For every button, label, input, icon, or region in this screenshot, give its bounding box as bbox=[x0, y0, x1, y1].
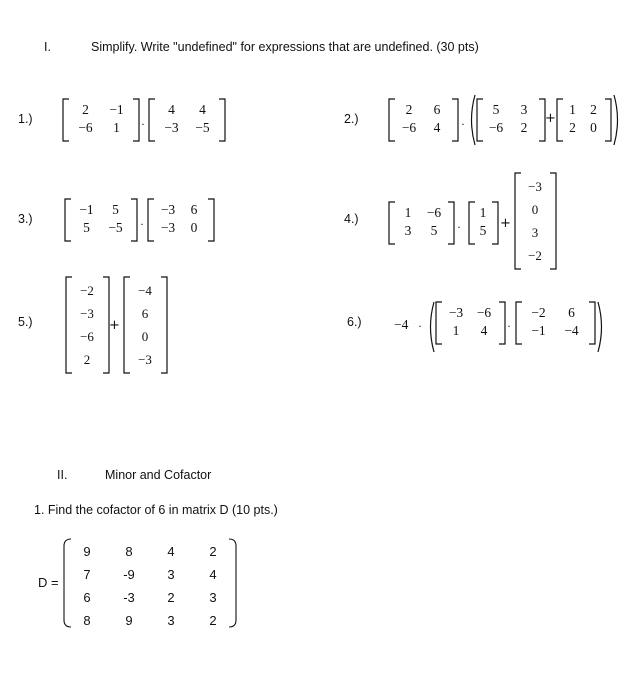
p6-matrix-b: −2 6 −1 −4 bbox=[531, 305, 579, 338]
p3-dot-operator: · bbox=[140, 217, 144, 231]
p6-dot-operator: · bbox=[507, 319, 511, 333]
matrix-d-right-paren bbox=[228, 538, 238, 628]
p4-b-left-bracket bbox=[468, 201, 476, 245]
p6-right-paren bbox=[596, 301, 606, 353]
p6-a-left-bracket bbox=[435, 301, 443, 345]
p2-c-left-bracket bbox=[556, 98, 564, 142]
p6-scalar-dot: · bbox=[418, 319, 422, 333]
p2-matrix-c: 1 2 2 0 bbox=[569, 102, 597, 135]
p3-b-right-bracket bbox=[207, 198, 215, 242]
problem-3-label: 3.) bbox=[18, 212, 33, 226]
section-two-numeral: II. bbox=[57, 468, 68, 482]
section-two-title: Minor and Cofactor bbox=[105, 468, 212, 482]
p6-scalar: −4 bbox=[394, 317, 409, 332]
p1-matrix-a: 2 −1 −6 1 bbox=[78, 102, 124, 135]
p1-dot-operator: · bbox=[141, 117, 145, 131]
p5-matrix-b: −4 6 0 −3 bbox=[138, 283, 152, 367]
p4-c-right-bracket bbox=[549, 172, 557, 270]
p1-b-right-bracket bbox=[218, 98, 226, 142]
problem-2-label: 2.) bbox=[344, 112, 359, 126]
problem-6-label: 6.) bbox=[347, 315, 362, 329]
p4-a-right-bracket bbox=[447, 201, 455, 245]
p4-c-left-bracket bbox=[514, 172, 522, 270]
p4-matrix-a: 1 −6 3 5 bbox=[404, 205, 442, 238]
p5-matrix-a: −2 −3 −6 2 bbox=[80, 283, 94, 367]
p3-b-left-bracket bbox=[147, 198, 155, 242]
p1-b-left-bracket bbox=[148, 98, 156, 142]
p2-matrix-b: 5 3 −6 2 bbox=[488, 102, 528, 135]
p1-a-left-bracket bbox=[62, 98, 70, 142]
section-one-numeral: I. bbox=[44, 40, 51, 54]
p6-matrix-a: −3 −6 1 4 bbox=[448, 305, 492, 338]
p4-matrix-c: −3 0 3 −2 bbox=[528, 179, 542, 263]
p6-b-right-bracket bbox=[588, 301, 596, 345]
p3-a-left-bracket bbox=[64, 198, 72, 242]
section-one-instructions: Simplify. Write "undefined" for expressions that are undefined. (30 pts) bbox=[91, 40, 479, 54]
p2-c-right-bracket bbox=[604, 98, 612, 142]
p6-a-right-bracket bbox=[498, 301, 506, 345]
p3-matrix-b: −3 6 −3 0 bbox=[160, 202, 198, 235]
p3-a-right-bracket bbox=[130, 198, 138, 242]
p5-b-left-bracket bbox=[123, 276, 131, 374]
problem-5-label: 5.) bbox=[18, 315, 33, 329]
matrix-d-label: D = bbox=[38, 575, 59, 590]
cofactor-question: 1. Find the cofactor of 6 in matrix D (10 pts.) bbox=[34, 503, 278, 517]
matrix-d: 9 8 4 2 7 -9 3 4 6 -3 2 3 8 9 3 2 bbox=[83, 544, 217, 628]
p2-a-right-bracket bbox=[451, 98, 459, 142]
p2-right-paren bbox=[612, 94, 622, 146]
p2-dot-operator: · bbox=[461, 117, 465, 131]
p5-plus-operator: + bbox=[109, 318, 120, 333]
problem-4-label: 4.) bbox=[344, 212, 359, 226]
p2-b-left-bracket bbox=[476, 98, 484, 142]
p4-b-right-bracket bbox=[491, 201, 499, 245]
problem-1-label: 1.) bbox=[18, 112, 33, 126]
p4-a-left-bracket bbox=[388, 201, 396, 245]
p1-a-right-bracket bbox=[132, 98, 140, 142]
p1-matrix-b: 4 4 −3 −5 bbox=[164, 102, 210, 135]
p5-b-right-bracket bbox=[160, 276, 168, 374]
p4-matrix-b: 1 5 bbox=[479, 205, 487, 238]
p2-plus-operator: + bbox=[545, 111, 556, 126]
p6-b-left-bracket bbox=[515, 301, 523, 345]
p4-plus-operator: + bbox=[500, 216, 511, 231]
p5-a-left-bracket bbox=[65, 276, 73, 374]
p2-matrix-a: 2 6 −6 4 bbox=[401, 102, 441, 135]
p2-a-left-bracket bbox=[388, 98, 396, 142]
p4-dot-operator: · bbox=[457, 220, 461, 234]
p3-matrix-a: −1 5 5 −5 bbox=[79, 202, 123, 235]
